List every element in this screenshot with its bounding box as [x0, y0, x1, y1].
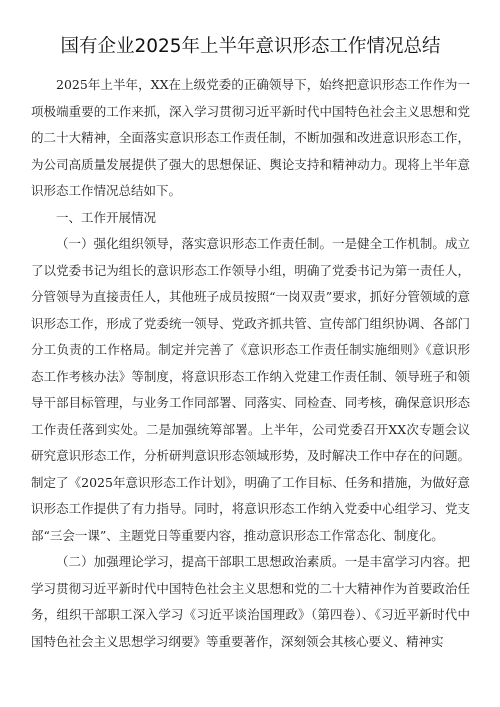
section-heading: 一、工作开展情况	[56, 209, 157, 225]
document-title: 国有企业2025年上半年意识形态工作情况总结	[60, 36, 441, 57]
intro-paragraph: 2025年上半年，XX在上级党委的正确领导下，始终把意识形态工作作为一项极端重要的工作来抓，深入学习贯彻习近平新时代中国特色社会主义思想和党的二十大精神，全面落实意识形态工作责任制，不断加强和改进意识形态工作，为公司高质量发展提供了强大的思想保证、舆论支持和精神动力。现将上半年意识形态工作情况总结如下。	[31, 77, 470, 198]
body-paragraph-2: （二）加强理论学习，提高干部职工思想政治素质。一是丰富学习内容。把学习贯彻习近平新时代中国特色社会主义思想和党的二十大精神作为首要政治任务，组织干部职工深入学习《习近平谈治国理政》（第四卷）、《习近平新时代中国特色社会主义思想学习纲要》等重要著作，深刻领会其核心要义、精神实	[31, 554, 470, 649]
body-paragraph-1: （一）强化组织领导，落实意识形态工作责任制。一是健全工作机制。成立了以党委书记为组长的意识形态工作领导小组，明确了党委书记为第一责任人，分管领导为直接责任人，其他班子成员按照“一岗双责”要求，抓好分管领域的意识形态工作，形成了党委统一领导、党政齐抓共管、宣传部门组织协调、各部门分工负责的工作格局。制定并完善了《意识形态工作责任制实施细则》《意识形态工作考核办法》等制度，将意识形态工作纳入党建工作责任制、领导班子和领导干部目标管理，与业务工作同部署、同落实、同检查、同考核，确保意识形态工作责任落到实处。二是加强统筹部署。上半年，公司党委召开XX次专题会议研究意识形态工作，分析研判意识形态领域形势，及时解决工作中存在的问题。制定了《2025年意识形态工作计划》，明确了工作目标、任务和措施，为做好意识形态工作提供了有力指导。同时，将意识形态工作纳入党委中心组学习、党支部“三会一课”、主题党日等重要内容，推动意识形态工作常态化、制度化。	[31, 236, 470, 543]
